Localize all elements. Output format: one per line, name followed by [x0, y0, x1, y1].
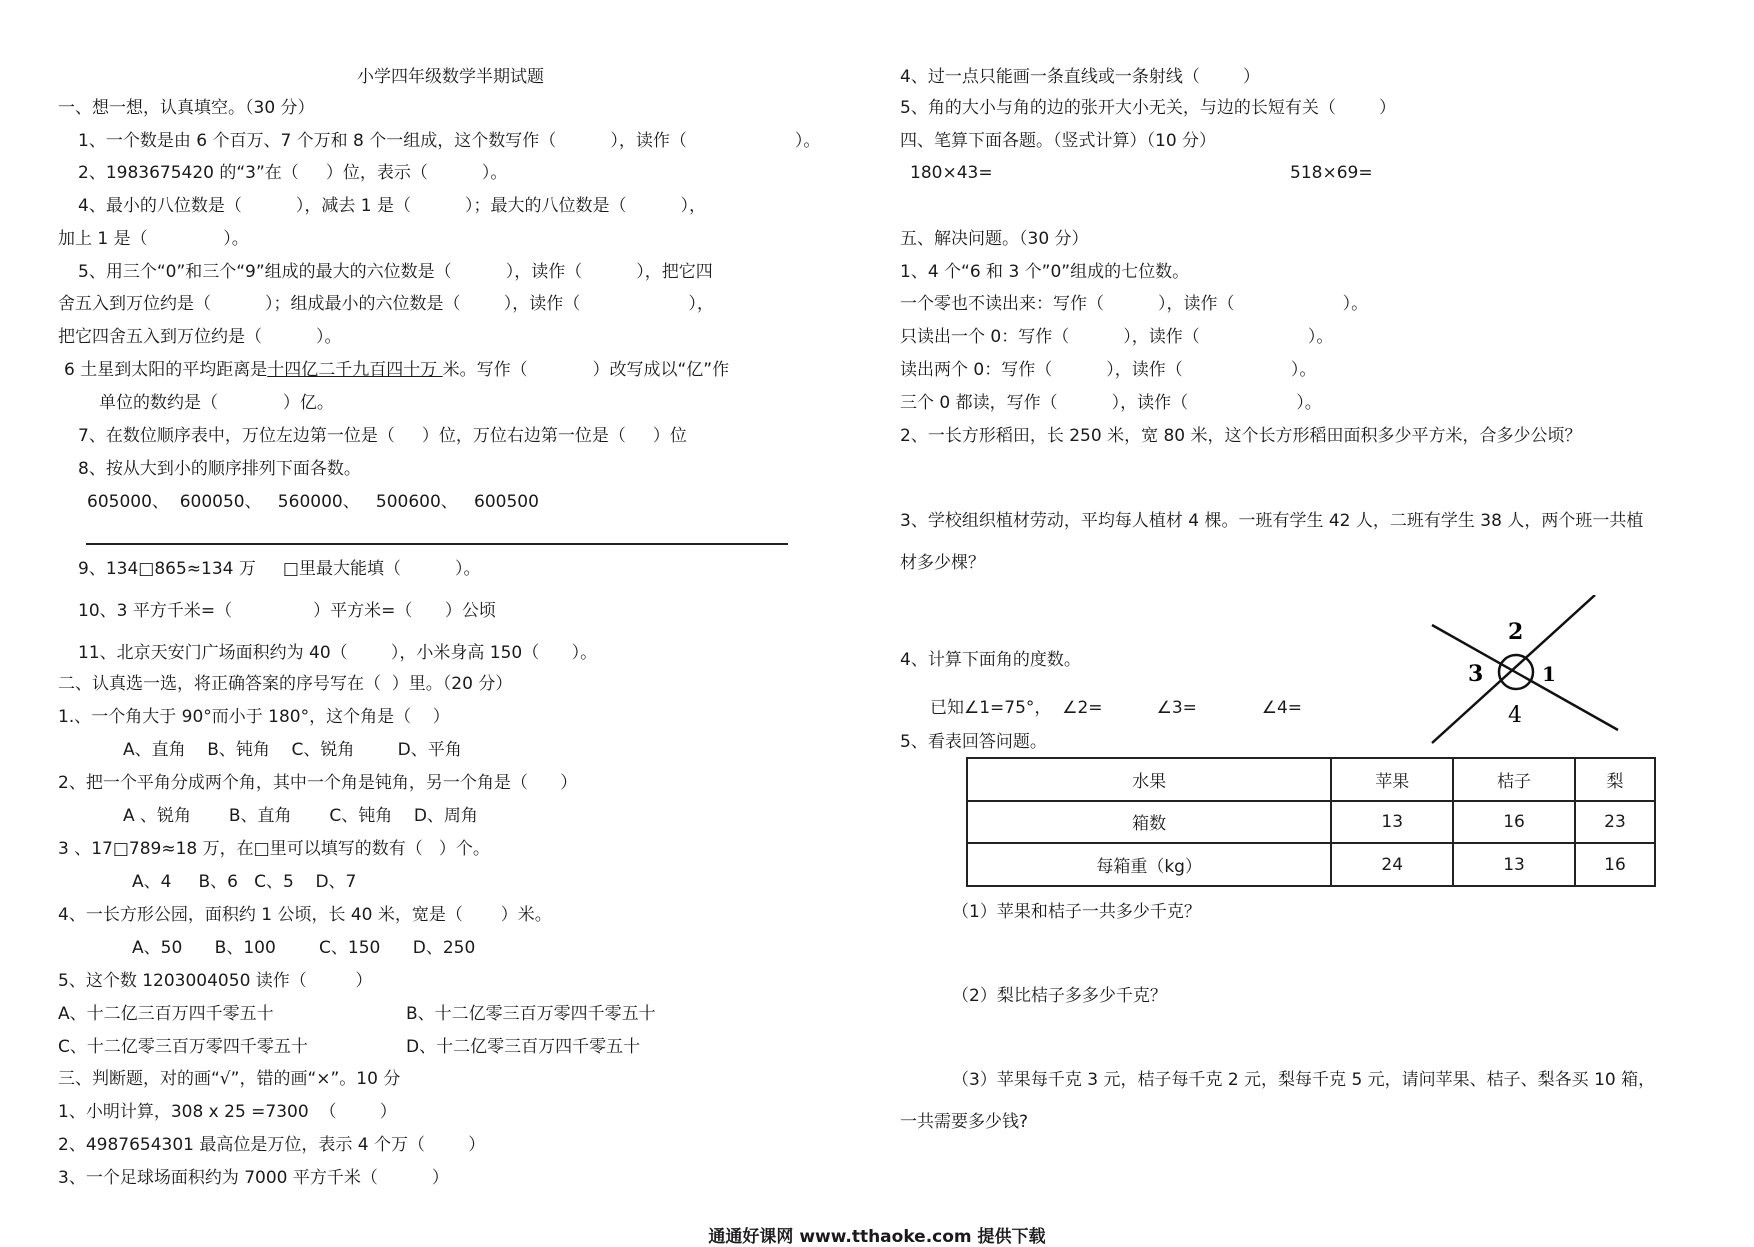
table-cell: 16 [1453, 801, 1575, 844]
choice-4-options: A、50 B、100 C、150 D、250 [132, 938, 476, 958]
problem-3-line1: 3、学校组织植材劳动，平均每人植材 4 棵。一班有学生 42 人，二班有学生 38 人，两个班一共植 [900, 511, 1644, 531]
problem-5-q1: （1）苹果和桔子一共多少千克？ [952, 902, 1201, 922]
problem-5-q2: （2）梨比桔子多多少千克？ [952, 986, 1167, 1006]
question-8: 8、按从大到小的顺序排列下面各数。 [78, 459, 361, 479]
problem-5-q3-line1: （3）苹果每千克 3 元，桔子每千克 2 元，梨每千克 5 元，请问苹果、桔子、梨各买 10 箱， [952, 1070, 1656, 1090]
problem-1-c: 读出两个 0：写作（ ），读作（ ）。 [900, 360, 1317, 380]
choice-5-option-c: C、十二亿零三百万零四千零五十 [58, 1037, 308, 1057]
table-cell: 13 [1453, 843, 1575, 886]
question-6-prefix: 6 土星到太阳的平均距离是 [64, 360, 268, 380]
table-cell: 16 [1575, 843, 1655, 886]
choice-3-options: A、4 B、6 C、5 D、7 [132, 872, 357, 892]
question-5-line3: 把它四舍五入到万位约是（ ）。 [58, 327, 342, 347]
angle-line-1 [1432, 625, 1618, 730]
table-header: 梨 [1575, 758, 1655, 801]
calc-1: 180×43= [910, 163, 993, 183]
question-4-line2: 加上 1 是（ ）。 [58, 229, 249, 249]
table-row [967, 801, 1655, 844]
problem-3-line2: 材多少棵？ [900, 553, 985, 573]
question-10: 10、3 平方千米=（ ）平方米=（ ）公顷 [78, 601, 496, 621]
question-2: 2、1983675420 的“3”在（ ）位，表示（ ）。 [78, 163, 508, 183]
angle-label-4: 4 [1508, 703, 1522, 728]
answer-line [86, 543, 788, 545]
question-8-numbers: 605000、 600050、 560000、 500600、 600500 [87, 492, 539, 512]
table-cell: 箱数 [967, 801, 1331, 844]
problem-1-d: 三个 0 都读，写作（ ），读作（ ）。 [900, 393, 1322, 413]
choice-5-option-d: D、十二亿零三百万四千零五十 [406, 1037, 641, 1057]
table-header: 桔子 [1453, 758, 1575, 801]
question-6-line2: 单位的数约是（ ）亿。 [99, 393, 334, 413]
table-row [967, 843, 1655, 886]
section-4-title: 四、笔算下面各题。（竖式计算）（10 分） [900, 131, 1217, 151]
page-title: 小学四年级数学半期试题 [357, 67, 544, 87]
problem-1-b: 只读出一个 0：写作（ ），读作（ ）。 [900, 327, 1334, 347]
choice-2-options: A 、锐角 B、直角 C、钝角 D、周角 [123, 806, 478, 826]
question-5-line1: 5、用三个“0”和三个“9”组成的最大的六位数是（ ），读作（ ），把它四 [78, 262, 713, 282]
table-cell: 13 [1331, 801, 1453, 844]
judge-1: 1、小明计算，308 x 25 =7300 （ ） [58, 1102, 397, 1122]
choice-5-option-b: B、十二亿零三百万零四千零五十 [406, 1004, 656, 1024]
problem-2: 2、一长方形稻田，长 250 米，宽 80 米，这个长方形稻田面积多少平方米，合多少公顷？ [900, 426, 1582, 446]
judge-5: 5、角的大小与角的边的张开大小无关，与边的长短有关（ ） [900, 98, 1397, 118]
problem-1-a: 一个零也不读出来：写作（ ），读作（ ）。 [900, 294, 1369, 314]
question-7: 7、在数位顺序表中，万位左边第一位是（ ）位，万位右边第一位是（ ）位 [78, 426, 687, 446]
angle-diagram [1420, 595, 1630, 755]
choice-4: 4、一长方形公园，面积约 1 公顷，长 40 米，宽是（ ）米。 [58, 905, 552, 925]
problem-4: 4、计算下面角的度数。 [900, 650, 1081, 670]
calc-2: 518×69= [1290, 163, 1373, 183]
section-5-title: 五、解决问题。（30 分） [900, 229, 1089, 249]
problem-4-given: 已知∠1=75°， ∠2= ∠3= ∠4= [930, 698, 1303, 718]
table-cell: 24 [1331, 843, 1453, 886]
question-6-suffix: 米。写作（ ）改写成以“亿”作 [442, 360, 730, 380]
choice-3: 3 、17□789≈18 万，在□里可以填写的数有（ ）个。 [58, 839, 490, 859]
judge-2: 2、4987654301 最高位是万位，表示 4 个万（ ） [58, 1135, 486, 1155]
table-cell: 每箱重（kg） [967, 843, 1331, 886]
judge-4: 4、过一点只能画一条直线或一条射线（ ） [900, 67, 1261, 87]
question-1: 1、一个数是由 6 个百万、7 个万和 8 个一组成，这个数写作（ ），读作（ ）。 [78, 131, 821, 151]
question-9: 9、134□865≈134 万 □里最大能填（ ）。 [78, 559, 481, 579]
angle-label-3: 3 [1468, 661, 1484, 687]
choice-1-options: A、直角 B、钝角 C、锐角 D、平角 [123, 740, 462, 760]
problem-5: 5、看表回答问题。 [900, 732, 1047, 752]
table-header: 水果 [967, 758, 1331, 801]
table-cell: 23 [1575, 801, 1655, 844]
angle-label-2: 2 [1508, 619, 1524, 645]
problem-1: 1、4 个“6 和 3 个”0”组成的七位数。 [900, 262, 1190, 282]
angle-label-1: 1 [1542, 662, 1556, 686]
section-2-title: 二、认真选一选，将正确答案的序号写在（ ）里。（20 分） [58, 674, 513, 694]
question-6-line1 [64, 359, 729, 381]
question-4-line1: 4、最小的八位数是（ ），减去 1 是（ ）；最大的八位数是（ ）， [78, 196, 707, 216]
judge-3: 3、一个足球场面积约为 7000 平方千米（ ） [58, 1168, 449, 1188]
footer-credit: 通通好课网 www.tthaoke.com 提供下载 [708, 1227, 1046, 1247]
table-header: 苹果 [1331, 758, 1453, 801]
section-3-title: 三、判断题，对的画“√”，错的画“×”。10 分 [58, 1069, 401, 1089]
fruit-table [966, 757, 1656, 887]
section-1-title: 一、想一想，认真填空。（30 分） [58, 98, 315, 118]
question-5-line2: 舍五入到万位约是（ ）；组成最小的六位数是（ ），读作（ ）， [58, 294, 714, 314]
choice-1: 1.、一个角大于 90°而小于 180°，这个角是（ ） [58, 707, 450, 727]
question-11: 11、北京天安门广场面积约为 40（ ），小米身高 150（ ）。 [78, 643, 598, 663]
choice-5-option-a: A、十二亿三百万四千零五十 [58, 1004, 274, 1024]
table-header-row [967, 758, 1655, 801]
choice-5: 5、这个数 1203004050 读作（ ） [58, 971, 373, 991]
question-6-underlined: 十四亿二千九百四十万 [267, 360, 443, 380]
problem-5-q3-line2: 一共需要多少钱? [900, 1112, 1029, 1132]
choice-2: 2、把一个平角分成两个角，其中一个角是钝角，另一个角是（ ） [58, 773, 578, 793]
